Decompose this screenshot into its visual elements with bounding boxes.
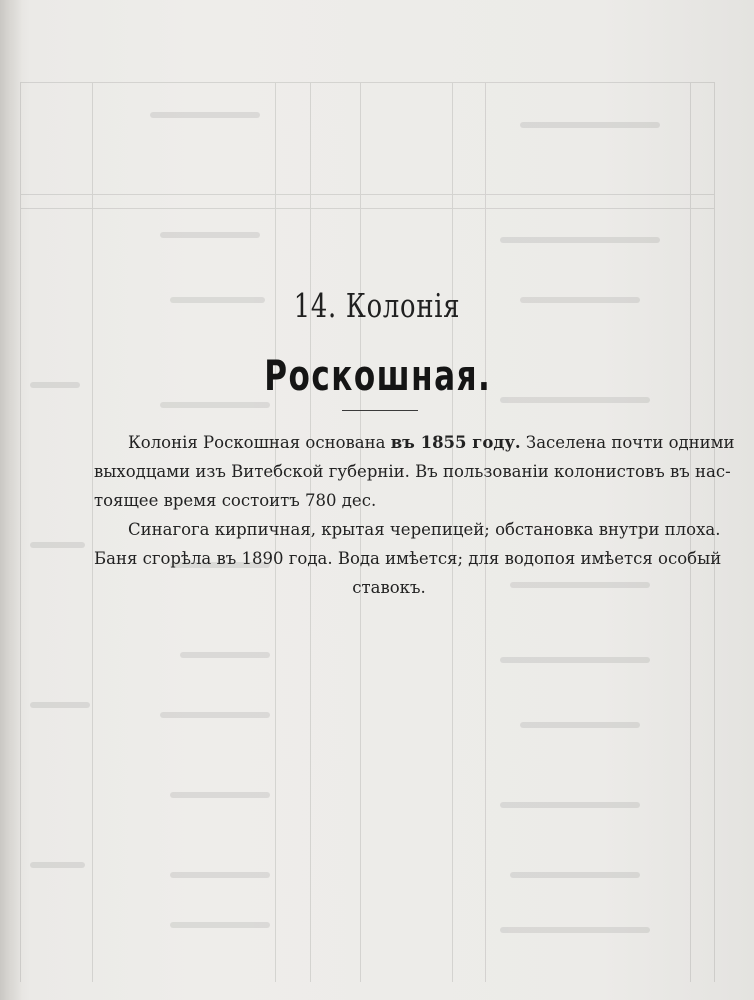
section-heading: 14. Колонія bbox=[293, 286, 461, 325]
paragraph-line: Колонія Роскошная основана въ 1855 году. Заселена почти одними bbox=[128, 433, 735, 452]
paragraph-line: Синагога кирпичная, крытая черепицей; обстановка внутри плоха. bbox=[128, 520, 721, 539]
title-divider bbox=[342, 410, 418, 411]
paragraph-line: тоящее время состоитъ 780 дес. bbox=[94, 491, 377, 510]
page-binding-shadow bbox=[0, 0, 22, 1000]
paragraph-line: ставокъ. bbox=[352, 578, 426, 597]
paragraph-buildings bbox=[94, 515, 722, 602]
founding-year: въ 1855 году. bbox=[390, 433, 521, 452]
paragraph-line: выходцами изъ Витебской губерніи. Въ пользованіи колонистовъ въ нас- bbox=[94, 462, 731, 481]
section-title: Роскошная. bbox=[264, 351, 492, 400]
paragraph-line: Баня сгорѣла въ 1890 года. Вода имѣется; для водопоя имѣется особый bbox=[94, 549, 722, 568]
paragraph-founding bbox=[94, 428, 735, 515]
